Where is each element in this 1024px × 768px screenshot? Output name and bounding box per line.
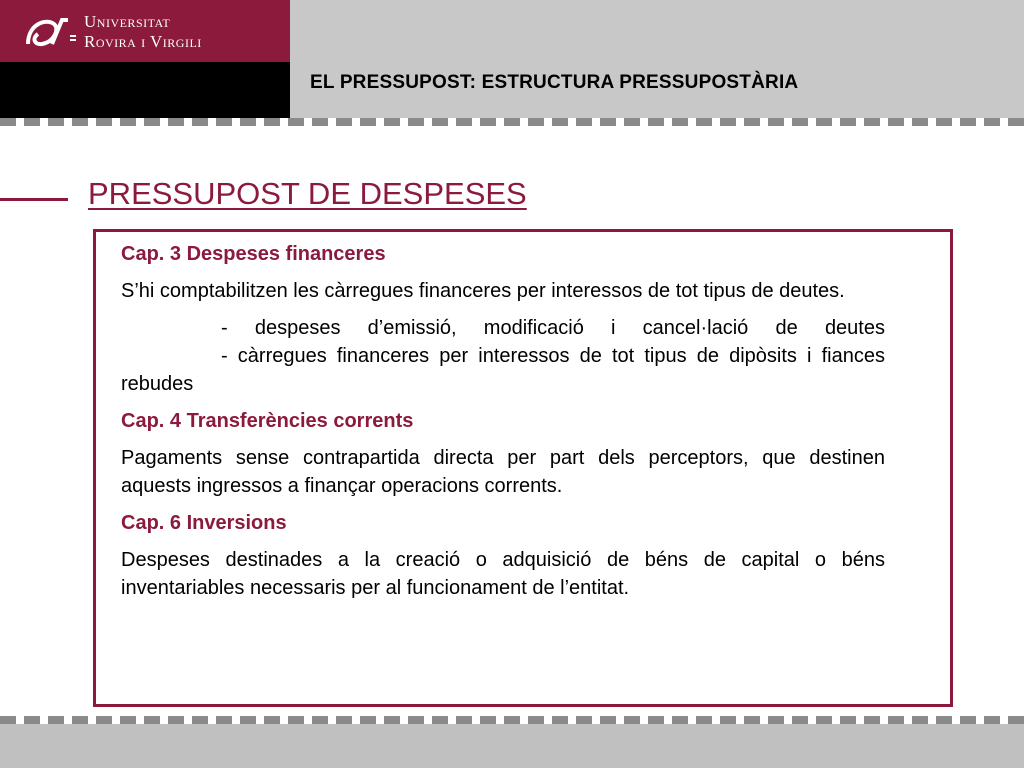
university-logo-icon [24, 14, 78, 50]
cap6-description: Despeses destinades a la creació o adquisició de béns de capital o béns inventariables necessaris per al funcionament de l’entitat. [121, 549, 885, 599]
university-name-line1: Universitat [84, 12, 171, 31]
slide-header-title: EL PRESSUPOST: ESTRUCTURA PRESSUPOSTÀRIA [310, 72, 799, 93]
university-name [84, 12, 202, 52]
cap3-description: S’hi comptabilitzen les càrregues financeres per interessos de tot tipus de deutes. [121, 280, 845, 302]
section-title-rule [0, 198, 68, 201]
university-name-line2: Rovira i Virgili [84, 32, 202, 51]
content-body [121, 240, 885, 611]
header-black-band [0, 62, 290, 118]
header-grey-band [290, 0, 1024, 118]
cap4-description: Pagaments sense contrapartida directa per part dels perceptors, que destinen aquests ingressos a finançar operacions corrents. [121, 447, 885, 497]
cap3-item-2: - càrregues financeres per interessos de tot tipus de dipòsits i fiances rebudes [121, 345, 885, 395]
cap3-heading: Cap. 3 Despeses financeres [121, 243, 386, 265]
university-logo-block [0, 0, 290, 62]
cap3-item-1: - despeses d’emissió, modificació i cancel·lació de deutes [221, 317, 885, 339]
section-title: PRESSUPOST DE DESPESES [88, 176, 527, 211]
cap6-heading: Cap. 6 Inversions [121, 512, 287, 534]
top-dashed-divider [0, 118, 1024, 126]
bottom-dashed-divider [0, 716, 1024, 724]
footer-grey-band [0, 724, 1024, 768]
cap4-heading: Cap. 4 Transferències corrents [121, 410, 414, 432]
